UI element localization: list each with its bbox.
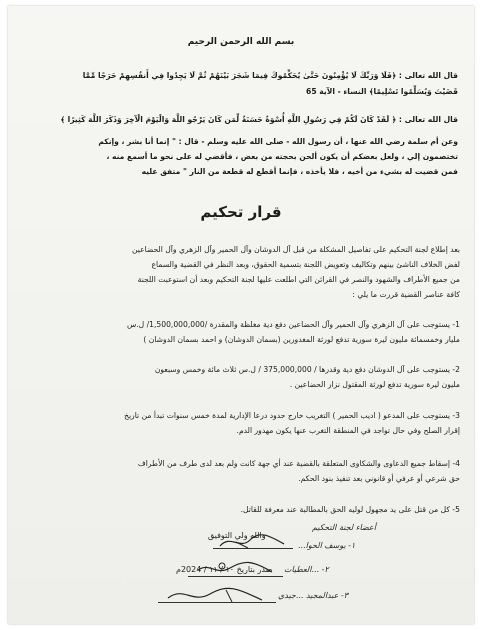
clause-4-line-1: 4- إسقاط جميع الدعاوى والشكاوى المتعلقة بالقضية عند أي جهة كانت ولم بعد لدى طرف من الأطراف bbox=[137, 459, 460, 468]
issue-date: صدر بتاريخ ١٠ / ١١ / 2024م bbox=[176, 565, 273, 574]
signature-scribble-1 bbox=[218, 532, 288, 552]
clause-2-line-1: 2- يستوجب على آل الدوشان دفع دية وقدرها / 375,000,000 / ل.س ثلاث مائة وخمس وسبعون bbox=[154, 365, 460, 374]
committee-heading: أعضاء لجنة التحكيم bbox=[312, 523, 376, 532]
committee-member-3: ٣- عبدالمجيد ...جيدي bbox=[278, 591, 348, 600]
committee-member-1: ١- يوسف الحوا... bbox=[298, 541, 356, 550]
hadith-line-2: تختصمون إلي ، ولعل بعضكم أن يكون ألحن بحجته من بعض ، فأقضي له على نحو ما أسمع منه ، bbox=[106, 152, 458, 161]
hadith-line-1: وعن أم سلمة رضي الله عنها ، أن رسول الله - صلى الله عليه وسلم - قال : " إنما أنا بشر ، وإنكم bbox=[98, 137, 458, 146]
clause-5: 5- كل من قتل على يد مجهول لوليه الحق بالمطالبة عند معرفة للقاتل. bbox=[240, 505, 460, 514]
intro-line-3: من جميع الأطراف والشهود والنصر في القرائن التي اطلعت عليها لجنة التحكيم وبعد أن استوعبت اللجنة bbox=[137, 275, 460, 284]
clause-2-line-2: مليون ليرة سورية تدفع لورثة المقتول نزار الحضاعين . bbox=[289, 380, 460, 389]
basmala: بسم الله الرحمن الرحيم bbox=[187, 37, 295, 47]
quran-quote-1-line-2: قَضَيْتَ وَيُسَلِّمُوا تَسْلِيمًا﴾ النساء - الآية 65 bbox=[306, 87, 458, 96]
clause-3-line-2: إقرار الصلح وفي حال تواجد في المنطقة التغرب عنها يكون مهدور الدم. bbox=[236, 426, 460, 435]
intro-line-1: بعد إطلاع لجنة التحكيم على تفاصيل المشكلة من قبل آل الدوشان وآل الحمير وآل الزهري وآل الحضاعين bbox=[132, 245, 460, 254]
decision-document bbox=[8, 6, 474, 624]
intro-line-2: لفض الخلاف الناشئ بينهم وتكاليف وتعويض اللجنة بتسمية الحقوق، وبعد النظر في القضية والسماع bbox=[151, 260, 460, 269]
clause-1-line-1: 1- يستوجب على آل الزهري وآل الحمير وآل الحضاعين دفع دية مغلظة والمقدرة /1,500,000,000/ ل.س bbox=[126, 320, 460, 329]
clause-4-line-2: حق شرعي أو عرفي أو قانوني بعد تنفيذ بنود الحكم. bbox=[298, 474, 460, 483]
quran-quote-2: قال الله تعالى : ﴿ لَقَدْ كَانَ لَكُمْ فِي رَسُولِ اللَّهِ أُسْوَةٌ حَسَنَةٌ لِّمَن كَانَ يَرْجُو اللَّهَ وَالْيَوْمَ الْآخِرَ وَذَكَرَ اللَّهَ كَثِيرًا ﴾ bbox=[60, 115, 458, 124]
decision-title: قرار تحكيم bbox=[200, 203, 282, 221]
intro-line-4: كافة عناصر القضية قررت ما يلي : bbox=[352, 290, 460, 299]
clause-1-line-2: مليار وخمسمائة مليون ليرة سورية تدفع لورثة المغدورين (بسمان الدوشان) و احمد بسمان الدوشان ) bbox=[143, 335, 460, 344]
signature-scribble-2 bbox=[196, 558, 276, 578]
signature-scribble-3 bbox=[166, 584, 266, 606]
quran-quote-1-line-1: قال الله تعالى : ﴿فَلَا وَرَبِّكَ لَا يُؤْمِنُونَ حَتَّىٰ يُحَكِّمُوكَ فِيمَا شَجَرَ بَيْنَهُمْ ثُمَّ لَا يَجِدُوا فِي أَنفُسِهِمْ حَرَجًا مِّمَّا bbox=[82, 71, 458, 80]
hadith-line-3: فمن قضيت له بشيء من أخيه ، فلا يأخذه ، فإنما أقطع له قطعة من النار " متفق عليه bbox=[141, 167, 458, 176]
clause-3-line-1: 3- يستوجب على المدعو ( اديب الحمير ) التغريب خارج حدود درعا الإدارية لمدة خمس سنوات تبدأ من تاريخ bbox=[124, 411, 460, 420]
committee-member-2: ٢- ...العطيات bbox=[284, 565, 329, 574]
closing-phrase: والله ولي التوفيق bbox=[208, 531, 266, 540]
